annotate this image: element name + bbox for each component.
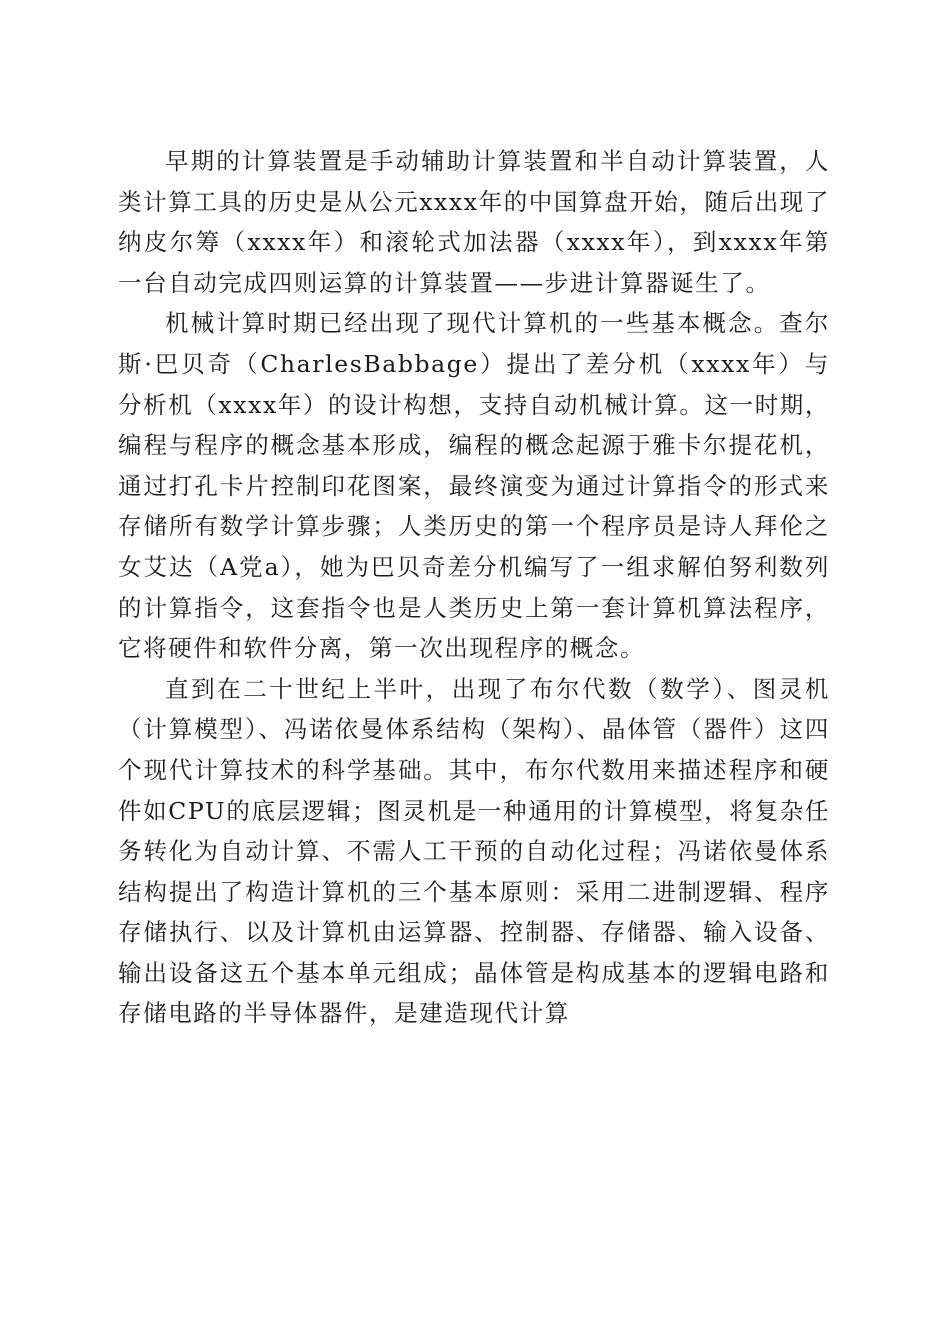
document-body — [118, 141, 830, 1034]
paragraph-mechanical-computing: 机械计算时期已经出现了现代计算机的一些基本概念。查尔斯·巴贝奇（CharlesBabbage）提出了差分机（xxxx年）与分析机（xxxx年）的设计构想，支持自动机械计算。这一时期，编程与程序的概念基本形成，编程的概念起源于雅卡尔提花机，通过打孔卡片控制印花图案，最终演变为通过计算指令的形式来存储所有数学计算步骤；人类历史的第一个程序员是诗人拜伦之女艾达（A党a），她为巴贝奇差分机编写了一组求解伯努利数列的计算指令，这套指令也是人类历史上第一套计算机算法程序，它将硬件和软件分离，第一次出现程序的概念。 — [118, 309, 831, 663]
paragraph-early-computing: 早期的计算装置是手动辅助计算装置和半自动计算装置，人类计算工具的历史是从公元xxxx年的中国算盘开始，随后出现了纳皮尔筹（xxxx年）和滚轮式加法器（xxxx年），到xxxx年第一台自动完成四则运算的计算装置——步进计算器诞生了。 — [118, 147, 831, 297]
paragraph-modern-foundations: 直到在二十世纪上半叶，出现了布尔代数（数学）、图灵机（计算模型）、冯诺依曼体系结构（架构）、晶体管（器件）这四个现代计算技术的科学基础。其中，布尔代数用来描述程序和硬件如CPU的底层逻辑；图灵机是一种通用的计算模型，将复杂任务转化为自动计算、不需人工干预的自动化过程；冯诺依曼体系结构提出了构造计算机的三个基本原则：采用二进制逻辑、程序存储执行、以及计算机由运算器、控制器、存储器、输入设备、输出设备这五个基本单元组成；晶体管是构成基本的逻辑电路和存储电路的半导体器件，是建造现代计算 — [118, 674, 830, 1028]
